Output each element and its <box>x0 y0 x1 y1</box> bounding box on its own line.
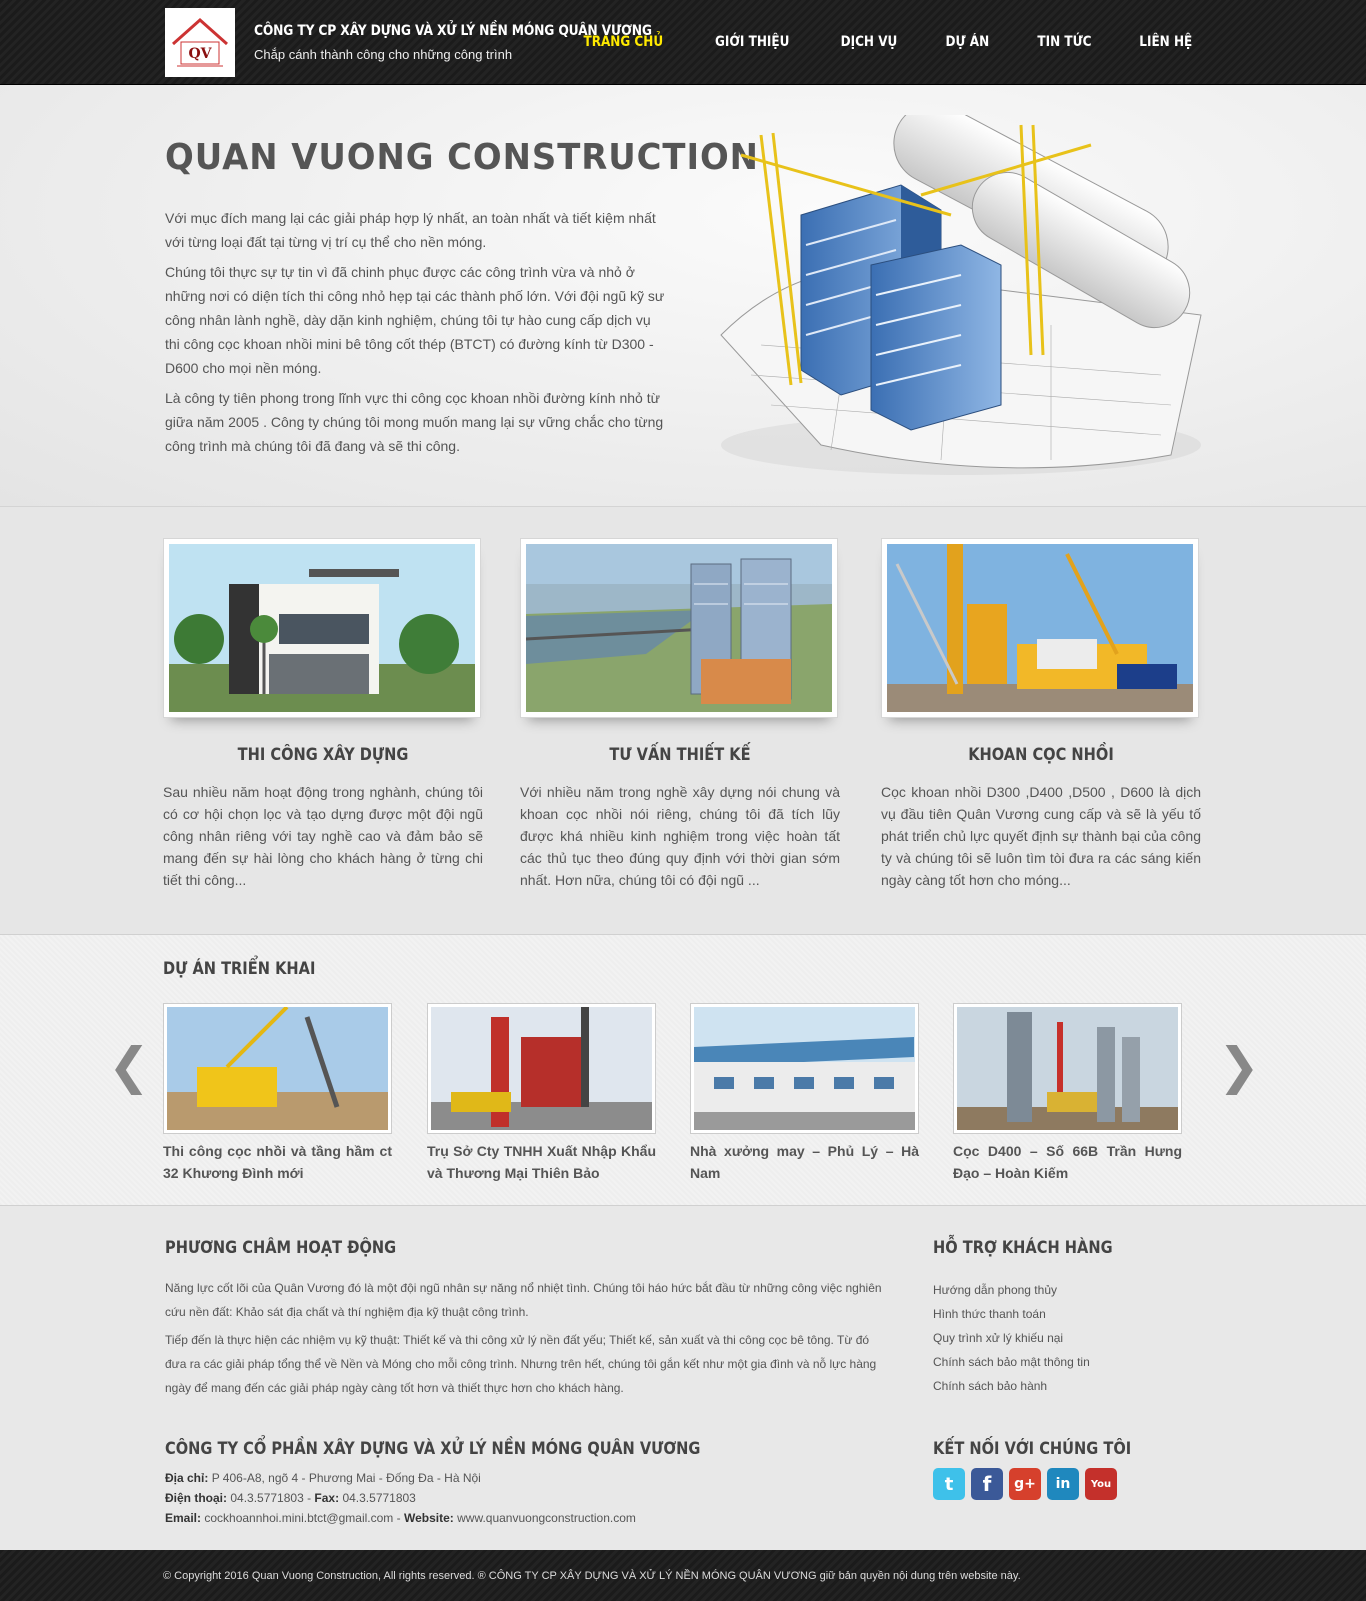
support-link[interactable]: Chính sách bảo mật thông tin <box>933 1355 1090 1369</box>
nav-about[interactable]: GIỚI THIỆU <box>715 34 790 50</box>
project-image <box>694 1007 915 1130</box>
project-card[interactable] <box>690 1003 919 1184</box>
nav-home[interactable]: TRANG CHỦ <box>583 34 663 50</box>
principles-paragraph: Năng lực cốt lõi của Quân Vương đó là một đội ngũ nhân sự năng nổ nhiệt tình. Chúng tôi háo hức bắt đầu từ những công việc nghiên cứu nền đất: Khảo sát địa chất và thí nghiệm địa kỹ thuật công trình. <box>165 1281 882 1319</box>
nav-news[interactable]: TIN TỨC <box>1036 34 1092 50</box>
logo[interactable] <box>165 8 235 77</box>
support-heading: HỖ TRỢ KHÁCH HÀNG <box>933 1238 1113 1258</box>
project-card[interactable] <box>427 1003 656 1184</box>
projects-section <box>0 934 1366 1206</box>
svg-text:QV: QV <box>188 45 212 62</box>
project-image <box>167 1007 388 1130</box>
service-description: Sau nhiều năm hoạt động trong nghành, chúng tôi có cơ hội chọn lọc và tạo dựng được một đội ngũ công nhân riêng với tay nghề cao và đảm bảo sẽ mang đến sự hài lòng cho khách hàng ở từng chi tiết thi công... <box>163 784 483 888</box>
projects-heading: DỰ ÁN TRIỂN KHAI <box>163 959 316 979</box>
nav-contact[interactable]: LIÊN HỆ <box>1139 34 1193 50</box>
linkedin-icon[interactable]: in <box>1047 1468 1079 1500</box>
service-card <box>881 538 1201 891</box>
phone[interactable]: 04.3.5771803 <box>230 1491 304 1505</box>
project-caption[interactable]: Trụ Sở Cty TNHH Xuất Nhập Khẩu và Thương Mại Thiên Bảo <box>427 1143 656 1181</box>
service-image-frame[interactable] <box>163 538 481 718</box>
service-description: Cọc khoan nhồi D300 ,D400 ,D500 , D600 là dịch vụ đầu tiên Quân Vương cung cấp và sẽ là yếu tố phát triển chủ lực quyết định sự thành bại của công ty và chúng tôi sẽ luôn tìm tòi đưa ra các sáng kiến ngày càng tốt hơn cho móng... <box>881 784 1201 888</box>
social-heading: KẾT NỐI VỚI CHÚNG TÔI <box>933 1439 1132 1459</box>
project-caption[interactable]: Thi công cọc nhồi và tầng hầm ct 32 Khương Đình mới <box>163 1143 392 1181</box>
email-label: Email: <box>165 1511 202 1525</box>
house-image <box>169 544 475 712</box>
slogan: Chắp cánh thành công cho những công trình <box>254 47 513 62</box>
drilling-rig-image <box>887 544 1193 712</box>
social-links <box>933 1468 1123 1500</box>
carousel-next-icon[interactable]: ❯ <box>1218 1037 1260 1095</box>
facebook-icon[interactable]: f <box>971 1468 1003 1500</box>
address-label: Địa chỉ: <box>165 1471 209 1485</box>
hero-text <box>165 137 759 458</box>
city-image <box>526 544 832 712</box>
project-card[interactable] <box>953 1003 1182 1184</box>
service-card <box>520 538 840 891</box>
project-image-frame[interactable] <box>163 1003 392 1134</box>
service-title[interactable]: THI CÔNG XÂY DỰNG <box>237 745 409 765</box>
service-card <box>163 538 483 891</box>
fax: 04.3.5771803 <box>342 1491 416 1505</box>
copyright-text: © Copyright 2016 Quan Vuong Construction, All rights reserved. ® CÔNG TY CP XÂY DỰNG VÀ XỬ LÝ NỀN MÓNG QUÂN VƯƠNG giữ bản quyền nội dung trên website này. <box>163 1569 1021 1582</box>
hero-section <box>0 85 1366 507</box>
site-header <box>0 0 1366 85</box>
support-link[interactable]: Quy trình xử lý khiếu nại <box>933 1331 1064 1345</box>
google-plus-icon[interactable]: g+ <box>1009 1468 1041 1500</box>
nav-projects[interactable]: DỰ ÁN <box>945 34 989 50</box>
hero-paragraph: Với mục đích mang lại các giải pháp hợp lý nhất, an toàn nhất và tiết kiệm nhất với từng loại đất tại từng vị trí cụ thể cho nền móng. <box>165 210 656 250</box>
principles-text <box>165 1276 885 1400</box>
service-description: Với nhiều năm trong nghề xây dựng nói chung và khoan cọc nhồi nói riêng, chúng tôi đã tích lũy được khá nhiều kinh nghiệm trong việc hoàn tất các thủ tục theo đúng quy định với thời gian sớm nhất. Hơn nữa, chúng tôi có đội ngũ ... <box>520 784 840 888</box>
project-caption[interactable]: Cọc D400 – Số 66B Trần Hưng Đạo – Hoàn Kiếm <box>953 1143 1182 1181</box>
nav-services[interactable]: DỊCH VỤ <box>840 34 898 50</box>
project-card[interactable] <box>163 1003 392 1184</box>
fax-label: Fax: <box>314 1491 340 1505</box>
service-image-frame[interactable] <box>520 538 838 718</box>
company-name: CÔNG TY CP XÂY DỰNG VÀ XỬ LÝ NỀN MÓNG QUÂN VƯƠNG <box>254 23 652 39</box>
contact-info: Địa chỉ: P 406-A8, ngõ 4 - Phương Mai - Đống Đa - Hà Nội Điện thoại: 04.3.5771803 - Fax: 04.3.5771803 Email: cockhoannhoi.mini.btct@gmail.com - Website: www.quanvuongconstruction.com <box>165 1471 636 1525</box>
service-title[interactable]: KHOAN CỌC NHỒI <box>968 745 1114 765</box>
project-image-frame[interactable] <box>953 1003 1182 1134</box>
service-title[interactable]: TƯ VẤN THIẾT KẾ <box>609 745 751 765</box>
support-link[interactable]: Hình thức thanh toán <box>933 1307 1046 1321</box>
twitter-icon[interactable]: t <box>933 1468 965 1500</box>
email[interactable]: cockhoannhoi.mini.btct@gmail.com <box>204 1511 394 1525</box>
address: P 406-A8, ngõ 4 - Phương Mai - Đống Đa - Hà Nội <box>211 1471 481 1485</box>
carousel-prev-icon[interactable]: ❮ <box>108 1037 150 1095</box>
main-nav <box>537 34 1197 50</box>
principles-heading: PHƯƠNG CHÂM HOẠT ĐỘNG <box>165 1238 397 1258</box>
hero-illustration <box>701 115 1221 490</box>
project-image <box>431 1007 652 1130</box>
copyright-bar <box>0 1550 1366 1601</box>
principles-paragraph: Tiếp đến là thực hiện các nhiệm vụ kỹ thuật: Thiết kế và thi công xử lý nền đất yếu; Thiết kế, sản xuất và thi công cọc bê tông. Từ đó đưa ra các giải pháp tổng thể về Nền và Móng cho mỗi công trình. Nhưng trên hết, chúng tôi gắn kết như một gia đình và nỗ lực hàng ngày để mang đến các giải pháp ngày càng tốt hơn và thiết thực hơn cho khách hàng. <box>165 1333 877 1395</box>
youtube-icon[interactable]: You <box>1085 1468 1117 1500</box>
project-image <box>957 1007 1178 1130</box>
info-section <box>0 1206 1366 1550</box>
logo-icon <box>169 14 231 72</box>
website-label: Website: <box>403 1511 454 1525</box>
company-heading: CÔNG TY CỔ PHẦN XÂY DỰNG VÀ XỬ LÝ NỀN MÓNG QUÂN VƯƠNG <box>165 1439 701 1459</box>
service-image-frame[interactable] <box>881 538 1199 718</box>
support-link[interactable]: Hướng dẫn phong thủy <box>933 1283 1057 1297</box>
support-links <box>933 1278 1090 1398</box>
phone-label: Điện thoại: <box>165 1491 227 1505</box>
hero-title: QUAN VUONG CONSTRUCTION <box>165 137 759 178</box>
hero-paragraph: Là công ty tiên phong trong lĩnh vực thi công cọc khoan nhồi đường kính nhỏ từ giữa năm 2005 . Công ty chúng tôi mong muốn mang lại sự vững chắc cho từng công trình mà chúng tôi đã đang và sẽ thi công. <box>165 390 664 454</box>
project-caption[interactable]: Nhà xưởng may – Phủ Lý – Hà Nam <box>690 1143 919 1181</box>
hero-paragraph: Chúng tôi thực sự tự tin vì đã chinh phục được các công trình vừa và nhỏ ở những nơi có diện tích thi công nhỏ hẹp tại các thành phố lớn. Với đội ngũ kỹ sư công nhân lành nghề, dày dặn kinh nghiệm, chúng tôi tự hào cung cấp dịch vụ thi công cọc khoan nhồi mini bê tông cốt thép (BTCT) có đường kính từ D300 - D600 cho mọi nền móng. <box>165 264 665 376</box>
services-section <box>0 507 1366 934</box>
project-image-frame[interactable] <box>427 1003 656 1134</box>
support-link[interactable]: Chính sách bảo hành <box>933 1379 1048 1393</box>
website[interactable]: www.quanvuongconstruction.com <box>457 1511 636 1525</box>
project-image-frame[interactable] <box>690 1003 919 1134</box>
